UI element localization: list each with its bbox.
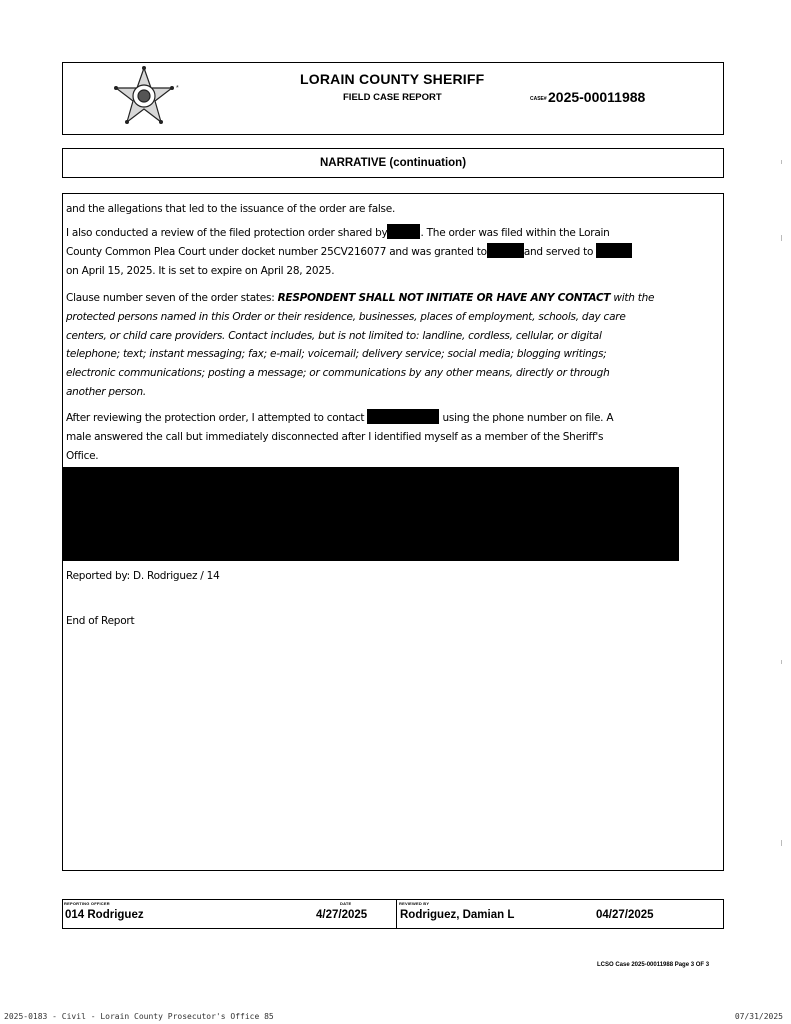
reporting-officer: 014 Rodriguez bbox=[65, 909, 144, 921]
scan-speck bbox=[781, 160, 782, 164]
reported-by: Reported by: D. Rodriguez / 14 bbox=[66, 570, 220, 582]
redaction-bar bbox=[487, 243, 524, 258]
svg-text:*: * bbox=[176, 85, 179, 92]
reviewed-date: 04/27/2025 bbox=[596, 909, 654, 921]
page-info: LCSO Case 2025-00011988 Page 3 OF 3 bbox=[597, 962, 710, 968]
case-label: CASE# bbox=[530, 96, 547, 102]
redaction-bar bbox=[596, 243, 632, 258]
reviewed-by: Rodriguez, Damian L bbox=[400, 909, 515, 921]
sheriff-star-seal-icon bbox=[106, 64, 182, 132]
narrative-paragraph-3: Clause number seven of the order states: RESPONDENT SHALL NOT INITIATE OR HAVE ANY CONTACT with the protected persons named in this Order or their residence, businesses, places of employment, schools, day care centers, or child care providers. Contact includes, but is not limited to: landline, cordless, cellular, or digital telephone; text; instant messaging; fax; e-mail; voicemail; delivery service; social media; blogging writings; electronic communications; posting a message; or communications by any other means, directly or through another person. bbox=[66, 292, 655, 398]
narrative-paragraph-1: and the allegations that led to the issuance of the order are false. bbox=[66, 203, 396, 215]
table-divider bbox=[396, 899, 397, 929]
redaction-bar bbox=[367, 409, 439, 424]
redaction-bar bbox=[387, 224, 420, 239]
bates-stamp: 2025-0183 - Civil - Lorain County Prosecutor's Office 85 bbox=[4, 1012, 274, 1021]
end-of-report: End of Report bbox=[66, 615, 135, 627]
date-label: DATE bbox=[340, 901, 352, 906]
section-title-bar bbox=[62, 148, 724, 178]
section-title: NARRATIVE (continuation) bbox=[319, 157, 467, 169]
narrative-paragraph-4: After reviewing the protection order, I attempted to contact using the phone number on file. A male answered the call but immediately disconnected after I identified myself as a member of the Sheriff's Office. bbox=[66, 409, 613, 465]
narrative-paragraph-2: I also conducted a review of the filed protection order shared by . The order was filed within the Lorain County Common Plea Court under docket number 25CV216077 and was granted to and served to on April 15, 2025. It is set to expire on April 28, 2025. bbox=[66, 224, 632, 280]
scan-speck bbox=[781, 660, 782, 664]
agency-title: LORAIN COUNTY SHERIFF bbox=[300, 71, 485, 87]
report-date: 4/27/2025 bbox=[316, 909, 368, 921]
scan-speck bbox=[781, 840, 782, 846]
redaction-block bbox=[63, 467, 679, 561]
reviewed-by-label: REVIEWED BY bbox=[399, 901, 430, 906]
reporting-officer-label: REPORTING OFFICER bbox=[64, 901, 110, 906]
report-type: FIELD CASE REPORT bbox=[343, 92, 442, 103]
stamp-date: 07/31/2025 bbox=[734, 1012, 783, 1021]
scan-speck bbox=[781, 235, 782, 241]
case-number: 2025-00011988 bbox=[548, 89, 646, 105]
